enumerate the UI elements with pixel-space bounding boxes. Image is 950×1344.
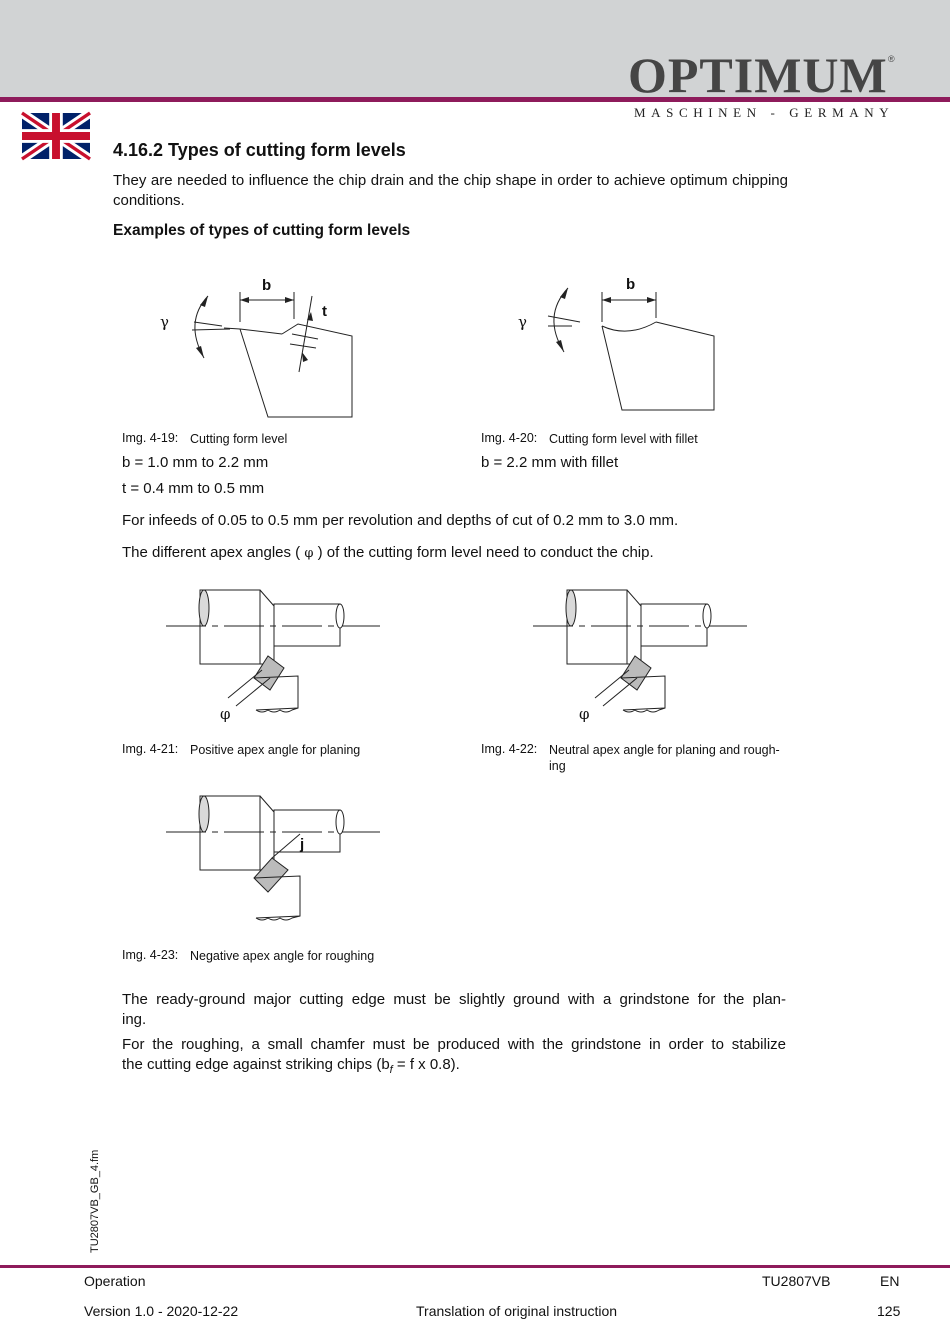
infeeds-paragraph: For infeeds of 0.05 to 0.5 mm per revolution and depths of cut of 0.2 mm to 3.0 mm. [122,512,679,529]
intro-paragraph: They are needed to influence the chip drain and the chip shape in order to achieve optimum chipping conditions. [113,172,788,209]
phi-symbol: φ [579,705,590,723]
caption-img-4-22: Img. 4-22: Neutral apex angle for planing and rough- ing [481,742,780,773]
brand-tagline: MASCHINEN - GERMANY [634,105,895,120]
figure-cutting-form-level [150,272,410,422]
phi-symbol: φ [220,705,231,723]
footer-translation-note: Translation of original instruction [416,1303,618,1319]
gamma-symbol: γ [518,313,527,331]
footer-page-number: 125 [877,1303,901,1319]
footer-language: EN [880,1273,900,1289]
caption-img-4-21: Img. 4-21: Positive apex angle for planing [122,742,361,757]
apex-paragraph: The different apex angles ( φ ) of the cutting form level need to conduct the chip. [122,544,654,561]
figure-neutral-apex-angle [529,588,759,728]
footer-rule [0,1265,950,1268]
registered-mark: ® [888,54,895,64]
uk-flag-icon [22,113,90,159]
b-fillet-value: b = 2.2 mm with fillet [481,454,619,471]
caption-img-4-20: Img. 4-20: Cutting form level with fillet [481,431,698,446]
section-title: 4.16.2 Types of cutting form levels [113,140,406,160]
t-range-value: t = 0.4 mm to 0.5 mm [122,480,265,497]
footer-model: TU2807VB [762,1273,831,1289]
sidebar-filename: TU2807VB_GB_4.fm [89,1149,101,1253]
footer-section: Operation [84,1273,146,1289]
figure-negative-apex-angle [162,794,392,934]
t-label: t [322,303,327,320]
footer-version: Version 1.0 - 2020-12-22 [84,1303,239,1319]
b-range-value: b = 1.0 mm to 2.2 mm [122,454,269,471]
ready-ground-paragraph: The ready-ground major cutting edge must be slightly ground with a grindstone for the plan- ing. [122,991,786,1028]
brand-logo: OPTIMUM [628,47,888,103]
j-label: j [300,836,305,853]
examples-heading: Examples of types of cutting form levels [113,222,411,239]
b-label: b [626,276,636,293]
b-label: b [262,277,272,294]
caption-img-4-19: Img. 4-19: Cutting form level [122,431,288,446]
figure-positive-apex-angle [162,588,392,728]
roughing-paragraph: For the roughing, a small chamfer must be produced with the grindstone in order to stabilize the cutting edge against striking chips ($b_f = f$ x 0.8). [122,1036,786,1076]
figure-cutting-form-level-fillet [510,272,770,422]
caption-img-4-23: Img. 4-23: Negative apex angle for roughing [122,948,375,963]
gamma-symbol: γ [160,313,169,331]
